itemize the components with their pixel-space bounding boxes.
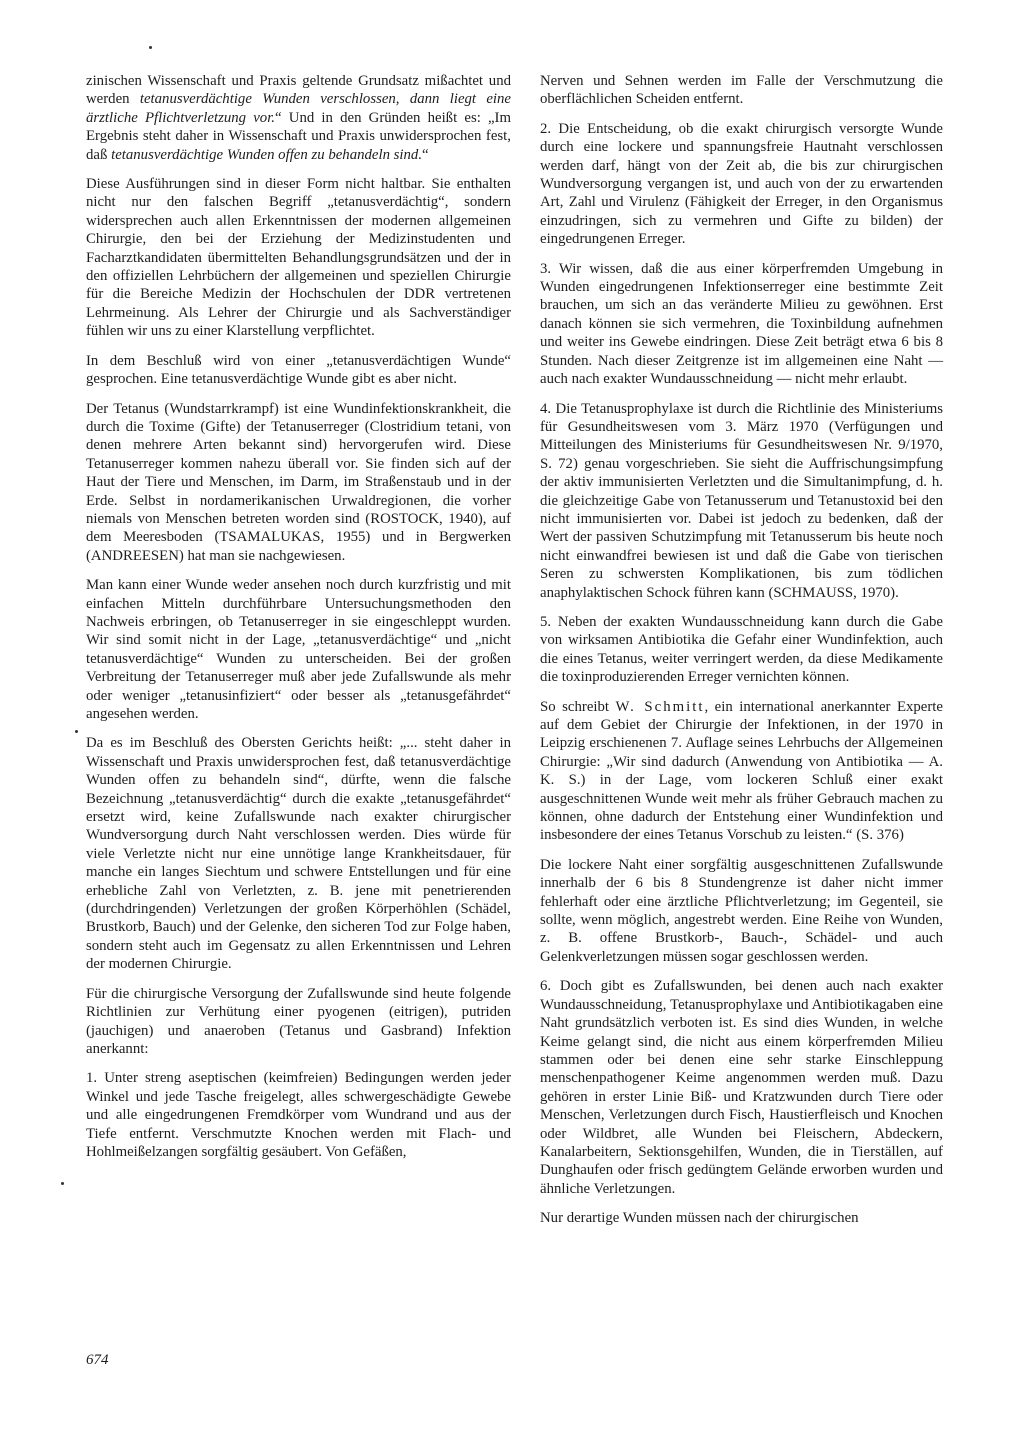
paragraph	[86, 72, 511, 164]
paragraph: Da es im Beschluß des Obersten Gerichts heißt: „... steht daher in Wissenschaft und Praxis unwidersprochen fest, daß tetanusverdächtige Wunden offen zu behandeln sind“, dürfte, wenn die falsche Bezeichnung „tetanusverdächtig“ durch die exakte „tetanusgefährdet“ ersetzt wird, keine Zufallswunde nach exakter chirurgischer Wundversorgung durch Naht verschlossen werden. Dies würde für viele Verletzte nicht nur eine unnötige lange Krankheitsdauer, für manche ein langes Siechtum und schwere Entstellungen und für eine erhebliche Zahl von Verletzten, z. B. jene mit penetrierenden (durchdringenden) Verletzungen der großen Körperhöhlen (Schädel, Brustkorb, Bauch) und der Gelenke, den sicheren Tod zur Folge haben, sondern steht auch im Gegensatz zu allen Erkenntnissen und Lehren der modernen Chirurgie.	[86, 735, 511, 973]
paragraph: 1. Unter streng aseptischen (keimfreien) Bedingungen werden jeder Winkel und jede Tasche freigelegt, alles schwergeschädigte Gewebe und alle eingedrungenen Fremdkörper vom Wundrand und aus der Tiefe entfernt. Verschmutzte Knochen werden mit Flach- und Hohlmeißelzangen sorgfältig gesäubert. Von Gefäßen,	[86, 1070, 511, 1160]
text-run: “	[422, 146, 429, 163]
print-speck	[149, 46, 152, 49]
paragraph: Der Tetanus (Wundstarrkrampf) ist eine Wundinfektionskrankheit, die durch die Toxime (Gifte) der Tetanuserreger (Clostridium tetani, von denen mehrere Arten bekannt sind) hervorgerufen wird. Diese Tetanuserreger kommen nahezu überall vor. Sie finden sich auf der Haut der Tiere und Menschen, im Darm, im Straßenstaub und in der Erde. Selbst in nordamerikanischen Urwaldregionen, die vorher niemals von Menschen betreten worden sind (ROSTOCK, 1940), auf dem Meeresboden (TSAMALUKAS, 1955) und in Bergwerken (ANDREESEN) hat man sie nachgewiesen.	[86, 400, 511, 564]
print-speck	[61, 1182, 64, 1185]
author-name: W. Schmitt	[615, 698, 705, 715]
paragraph: 5. Neben der exakten Wundausschneidung kann durch die Gabe von wirksamen Antibiotika die Gefahr einer Wundinfektion, auch die eines Tetanus, weiter verringert werden, da diese Medikamente die toxinproduzierenden Erreger vernichten können.	[540, 613, 943, 686]
page-number: 674	[86, 1352, 109, 1368]
paragraph: 3. Wir wissen, daß die aus einer körperfremden Umgebung in Wunden eingedrungenen Infektionserreger eine bestimmte Zeit brauchen, um sich an das veränderte Milieu zu gewöhnen. Erst danach können sie sich vermehren, die Toxinbildung aufnehmen und weiter ins Gewebe eindringen. Diese Zeit beträgt etwa 6 bis 8 Stunden. Nach dieser Zeitgrenze ist im allgemeinen eine Naht — auch nach exakter Wundausschneidung — nicht mehr erlaubt.	[540, 260, 943, 388]
paragraph: Die lockere Naht einer sorgfältig ausgeschnittenen Zufallswunde innerhalb der 6 bis 8 Stundengrenze ist daher nicht immer fehlerhaft oder eine ärztliche Pflichtverletzung; im Gegenteil, sie sollte, wenn möglich, angestrebt werden. Eine Reihe von Wunden, z. B. offene Brustkorb-, Bauch-, Schädel- und auch Gelenkverletzungen müssen sogar geschlossen werden.	[540, 856, 943, 965]
text-run: , ein international anerkannter Experte auf dem Gebiet der Chirurgie der Infektionen, in der 1970 in Leipzig erschienenen 7. Auflage seines Lehrbuchs der Allgemeinen Chirurgie: „Wir sind dadurch (Anwendung von Antibiotika — A. K. S.) in der Lage, vom lockeren Schluß einer exakt ausgeschnittenen Wunde weit mehr als früher Gebrauch machen zu können, ohne dadurch der Entstehung einer Wundinfektion und insbesondere der eines Tetanus Vorschub zu leisten.“ (S. 376)	[540, 698, 943, 844]
paragraph: Für die chirurgische Versorgung der Zufallswunde sind heute folgende Richtlinien zur Verhütung einer pyogenen (eitrigen), putriden (jauchigen) und anaeroben (Tetanus und Gasbrand) Infektion anerkannt:	[86, 985, 511, 1057]
text-run: So schreibt	[540, 698, 616, 715]
text-run: “ Und in den Gründen heißt es: „Im Ergebnis steht daher in Wissenschaft und Praxis unwidersprochen fest, daß	[86, 109, 511, 163]
left-column	[86, 72, 511, 1172]
paragraph: 2. Die Entscheidung, ob die exakt chirurgisch versorgte Wunde durch eine lockere und spannungsfreie Hautnaht verschlossen werden darf, hängt von der Zeit ab, die bis zur chirurgischen Wundversorgung vergangen ist, und auch von der zu erwartenden Art, Zahl und Virulenz (Fähigkeit der Erreger, in den Organismus einzudringen, sich zu vermehren und Gifte zu bilden) der eingedrungenen Erreger.	[540, 120, 943, 248]
emphasized-text: tetanusverdächtige Wunden offen zu behandeln sind.	[111, 146, 423, 163]
paragraph: 4. Die Tetanusprophylaxe ist durch die Richtlinie des Ministeriums für Gesundheitswesen vom 3. März 1970 (Verfügungen und Mitteilungen des Ministeriums für Gesundheitswesen Nr. 9/1970, S. 72) genau vorgeschrieben. Sie sieht die Auffrischungsimpfung der aktiv immunisierten Verletzten und die Simultanimpfung, d. h. die gleichzeitige Gabe von Tetanusserum und Tetanustoxid bei den nicht immunisierten vor. Dabei ist jedoch zu bedenken, daß der Wert der passiven Schutzimpfung mit Tetanusserum bis heute noch nicht einwandfrei bewiesen ist und daß die Gabe von tierischen Seren zu schwersten Komplikationen, bis zum tödlichen anaphylaktischen Schock führen kann (SCHMAUSS, 1970).	[540, 400, 943, 601]
paragraph: 6. Doch gibt es Zufallswunden, bei denen auch nach exakter Wundausschneidung, Tetanusprophylaxe und Antibiotikagaben eine Naht grundsätzlich verboten ist. Es sind dies Wunden, in welche Keime gelangt sind, die nicht aus einem körperfremden Milieu stammen oder bei denen eine sehr starke Einschleppung menschenpathogener Keime angenommen werden muß. Dazu gehören in erster Linie Biß- und Kratzwunden durch Tiere oder Menschen, Verletzungen durch Fisch, Haustierfleisch und Knochen oder Wildbret, alle Wunden bei Fleischern, Abdeckern, Kanalarbeitern, Sektionsgehilfen, Wunden, die in Tierställen, auf Dunghaufen oder frisch gedüngtem Gelände erworben wurden und ähnliche Verletzungen.	[540, 978, 943, 1197]
text-run: zinischen Wissenschaft und Praxis geltende Grundsatz mißachtet und werden	[86, 73, 511, 108]
paragraph: In dem Beschluß wird von einer „tetanusverdächtigen Wunde“ gesprochen. Eine tetanusverdächtige Wunde gibt es aber nicht.	[86, 352, 511, 388]
paragraph	[540, 698, 943, 845]
paragraph: Man kann einer Wunde weder ansehen noch durch kurzfristig und mit einfachen Mitteln durchführbare Untersuchungsmethoden den Nachweis erbringen, ob Tetanuserreger in sie eingeschleppt wurden. Wir sind somit nicht in der Lage, „tetanusverdächtige“ und „nicht tetanusverdächtige“ Wunden zu unterscheiden. Bei der großen Verbreitung der Tetanuserreger muß aber jede Zufallswunde als mehr oder weniger „tetanusinfiziert“ oder besser als „tetanusgefährdet“ angesehen werden.	[86, 577, 511, 722]
paragraph: Diese Ausführungen sind in dieser Form nicht haltbar. Sie enthalten nicht nur den falschen Begriff „tetanusverdächtig“, sondern widersprechen auch allen Erkenntnissen der modernen allgemeinen Chirurgie, den bei der Erziehung der Medizinstudenten und Facharztkandidaten übermittelten Behandlungsgrundsätzen und der in den offiziellen Lehrbüchern der allgemeinen und speziellen Chirurgie für die Bereiche Medizin der Hochschulen der DDR vertretenen Lehrmeinung. Als Lehrer der Chirurgie und als Sachverständiger fühlen wir uns zu einer Klarstellung verpflichtet.	[86, 176, 511, 340]
paragraph: Nur derartige Wunden müssen nach der chirurgischen	[540, 1210, 859, 1227]
print-speck	[75, 730, 78, 733]
paragraph: Nerven und Sehnen werden im Falle der Verschmutzung die oberflächlichen Scheiden entfernt.	[540, 73, 943, 108]
right-column	[540, 72, 943, 1239]
emphasized-text: tetanusverdächtige Wunden verschlossen, dann liegt eine ärztliche Pflichtverletzung vor.	[86, 91, 511, 126]
